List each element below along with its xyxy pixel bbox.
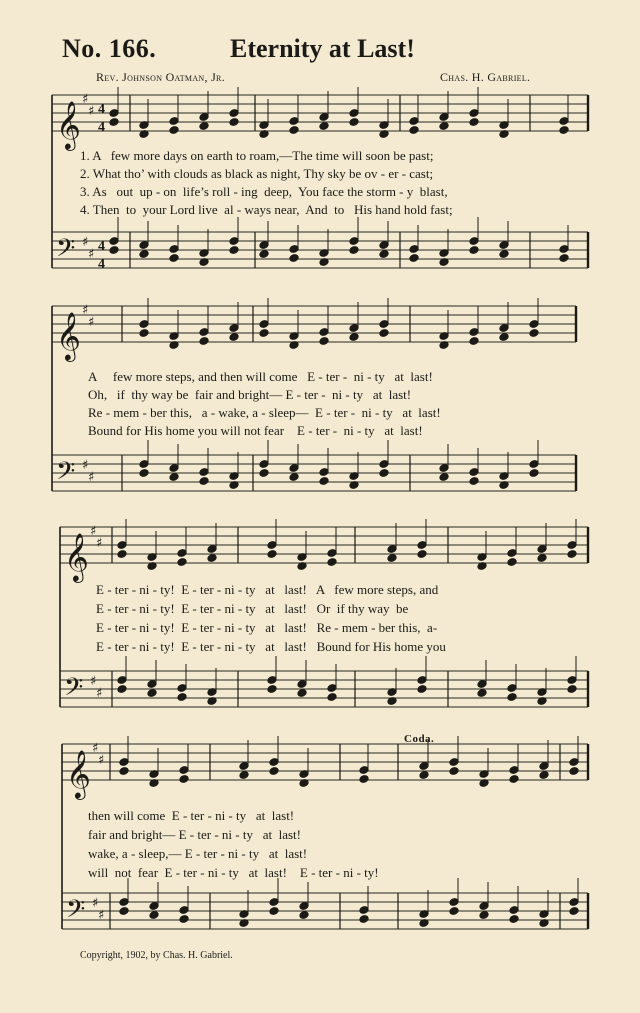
sharp-icon: ♯ — [82, 92, 89, 107]
clef-icon: 𝄢 — [64, 673, 84, 708]
notehead — [509, 915, 519, 924]
notehead — [239, 771, 249, 780]
notehead — [507, 558, 517, 567]
notehead — [117, 685, 127, 694]
coda-label: Coda. — [404, 733, 435, 745]
notehead — [289, 254, 299, 263]
notehead — [499, 250, 509, 259]
notehead — [327, 558, 337, 567]
notehead — [177, 558, 187, 567]
lyric-line: Bound for His home you will not fear E - ter - ni - ty at last! — [88, 423, 423, 438]
clef-icon: 𝄞 — [64, 532, 89, 581]
notehead — [419, 771, 429, 780]
sharp-icon: ♯ — [90, 524, 97, 539]
notehead — [229, 246, 239, 255]
notehead — [529, 329, 539, 338]
lyric-line: E - ter - ni - ty! E - ter - ni - ty at last! A few more steps, and — [96, 582, 439, 597]
notehead — [199, 122, 209, 131]
notehead — [119, 907, 129, 916]
notehead — [439, 473, 449, 482]
lyric-line: 4. Then to your Lord live al - ways near, And to His hand hold fast; — [80, 202, 453, 217]
sharp-icon: ♯ — [90, 674, 97, 689]
notehead — [119, 767, 129, 776]
sharp-icon: ♯ — [96, 536, 103, 551]
sharp-icon: ♯ — [88, 470, 95, 485]
notehead — [109, 118, 119, 127]
sharp-icon: ♯ — [92, 896, 99, 911]
notehead — [179, 775, 189, 784]
lyric-line: Re - mem - ber this, a - wake, a - sleep— E - ter - ni - ty at last! — [88, 405, 441, 420]
notehead — [267, 685, 277, 694]
notehead — [569, 767, 579, 776]
sharp-icon: ♯ — [88, 247, 95, 262]
notehead — [509, 775, 519, 784]
notehead — [199, 337, 209, 346]
notehead — [469, 477, 479, 486]
notehead — [379, 329, 389, 338]
lyric-line: 1. A few more days on earth to roam,—The time will soon be past; — [80, 148, 434, 163]
notehead — [289, 126, 299, 135]
notehead — [229, 118, 239, 127]
sharp-icon: ♯ — [88, 104, 95, 119]
notehead — [207, 554, 217, 563]
clef-icon: 𝄞 — [56, 100, 81, 149]
notehead — [469, 337, 479, 346]
notehead — [349, 246, 359, 255]
lyric-line: Oh, if thy way be fair and bright— E - ter - ni - ty at last! — [88, 387, 412, 402]
lyric-line: A few more steps, and then will come E - ter - ni - ty at last! — [88, 369, 433, 384]
lyric-line: 3. As out up - on life’s roll - ing deep, You face the storm - y blast, — [80, 184, 448, 199]
notehead — [179, 915, 189, 924]
clef-icon: 𝄢 — [66, 895, 86, 930]
notehead — [499, 333, 509, 342]
lyric-line: fair and bright— E - ter - ni - ty at last! — [88, 827, 301, 842]
notehead — [379, 250, 389, 259]
notehead — [269, 767, 279, 776]
notehead — [449, 907, 459, 916]
lyricist-credit: Rev. Johnson Oatman, Jr. — [96, 70, 225, 84]
notehead — [539, 771, 549, 780]
notehead — [269, 907, 279, 916]
sharp-icon: ♯ — [82, 303, 89, 318]
sharp-icon: ♯ — [96, 686, 103, 701]
notehead — [477, 689, 487, 698]
notehead — [327, 693, 337, 702]
notehead — [559, 126, 569, 135]
lyric-line: wake, a - sleep,— E - ter - ni - ty at last! — [88, 846, 308, 861]
notehead — [349, 118, 359, 127]
notehead — [469, 246, 479, 255]
sharp-icon: ♯ — [88, 315, 95, 330]
notehead — [359, 915, 369, 924]
notehead — [109, 246, 119, 255]
lyric-line: E - ter - ni - ty! E - ter - ni - ty at last! Or if thy way be — [96, 601, 409, 616]
notehead — [289, 473, 299, 482]
notehead — [529, 469, 539, 478]
notehead — [507, 693, 517, 702]
notehead — [139, 469, 149, 478]
clef-icon: 𝄞 — [66, 749, 91, 798]
notehead — [149, 911, 159, 920]
notehead — [409, 254, 419, 263]
notehead — [567, 685, 577, 694]
notehead — [169, 473, 179, 482]
clef-icon: 𝄢 — [56, 234, 76, 269]
notehead — [439, 122, 449, 131]
composer-credit: Chas. H. Gabriel. — [440, 70, 531, 84]
notehead — [259, 469, 269, 478]
notehead — [409, 126, 419, 135]
notehead — [169, 126, 179, 135]
notehead — [319, 477, 329, 486]
time-signature: 4 — [98, 102, 105, 117]
sharp-icon: ♯ — [92, 741, 99, 756]
notehead — [417, 550, 427, 559]
lyric-line: will not fear E - ter - ni - ty at last! E - ter - ni - ty! — [88, 865, 379, 880]
time-signature: 4 — [98, 120, 105, 135]
copyright-notice: Copyright, 1902, by Chas. H. Gabriel. — [80, 950, 233, 961]
notehead — [259, 250, 269, 259]
hymn-number: No. 166. — [62, 34, 157, 63]
notehead — [449, 767, 459, 776]
notehead — [379, 469, 389, 478]
lyric-line: 2. What tho’ with clouds as black as night, Thy sky be ov - er - cast; — [80, 166, 434, 181]
notehead — [349, 333, 359, 342]
time-signature: 4 — [98, 257, 105, 272]
notehead — [559, 254, 569, 263]
clef-icon: 𝄢 — [56, 457, 76, 492]
sharp-icon: ♯ — [82, 458, 89, 473]
sharp-icon: ♯ — [98, 908, 105, 923]
lyric-line: E - ter - ni - ty! E - ter - ni - ty at last! Bound for His home you — [96, 639, 446, 654]
notehead — [199, 477, 209, 486]
notehead — [177, 693, 187, 702]
notehead — [567, 550, 577, 559]
notehead — [299, 911, 309, 920]
time-signature: 4 — [98, 239, 105, 254]
notehead — [469, 118, 479, 127]
hymn-title: Eternity at Last! — [230, 34, 415, 63]
lyric-line: E - ter - ni - ty! E - ter - ni - ty at last! Re - mem - ber this, a- — [96, 620, 438, 635]
notehead — [319, 122, 329, 131]
clef-icon: 𝄞 — [56, 311, 81, 360]
notehead — [569, 907, 579, 916]
notehead — [169, 254, 179, 263]
notehead — [139, 250, 149, 259]
notehead — [229, 333, 239, 342]
notehead — [417, 685, 427, 694]
sharp-icon: ♯ — [82, 235, 89, 250]
notehead — [117, 550, 127, 559]
notehead — [259, 329, 269, 338]
notehead — [297, 689, 307, 698]
notehead — [139, 329, 149, 338]
notehead — [267, 550, 277, 559]
notehead — [387, 554, 397, 563]
sharp-icon: ♯ — [98, 753, 105, 768]
notehead — [479, 911, 489, 920]
notehead — [319, 337, 329, 346]
notehead — [537, 554, 547, 563]
notehead — [359, 775, 369, 784]
lyric-line: then will come E - ter - ni - ty at last! — [88, 808, 295, 823]
notehead — [147, 689, 157, 698]
